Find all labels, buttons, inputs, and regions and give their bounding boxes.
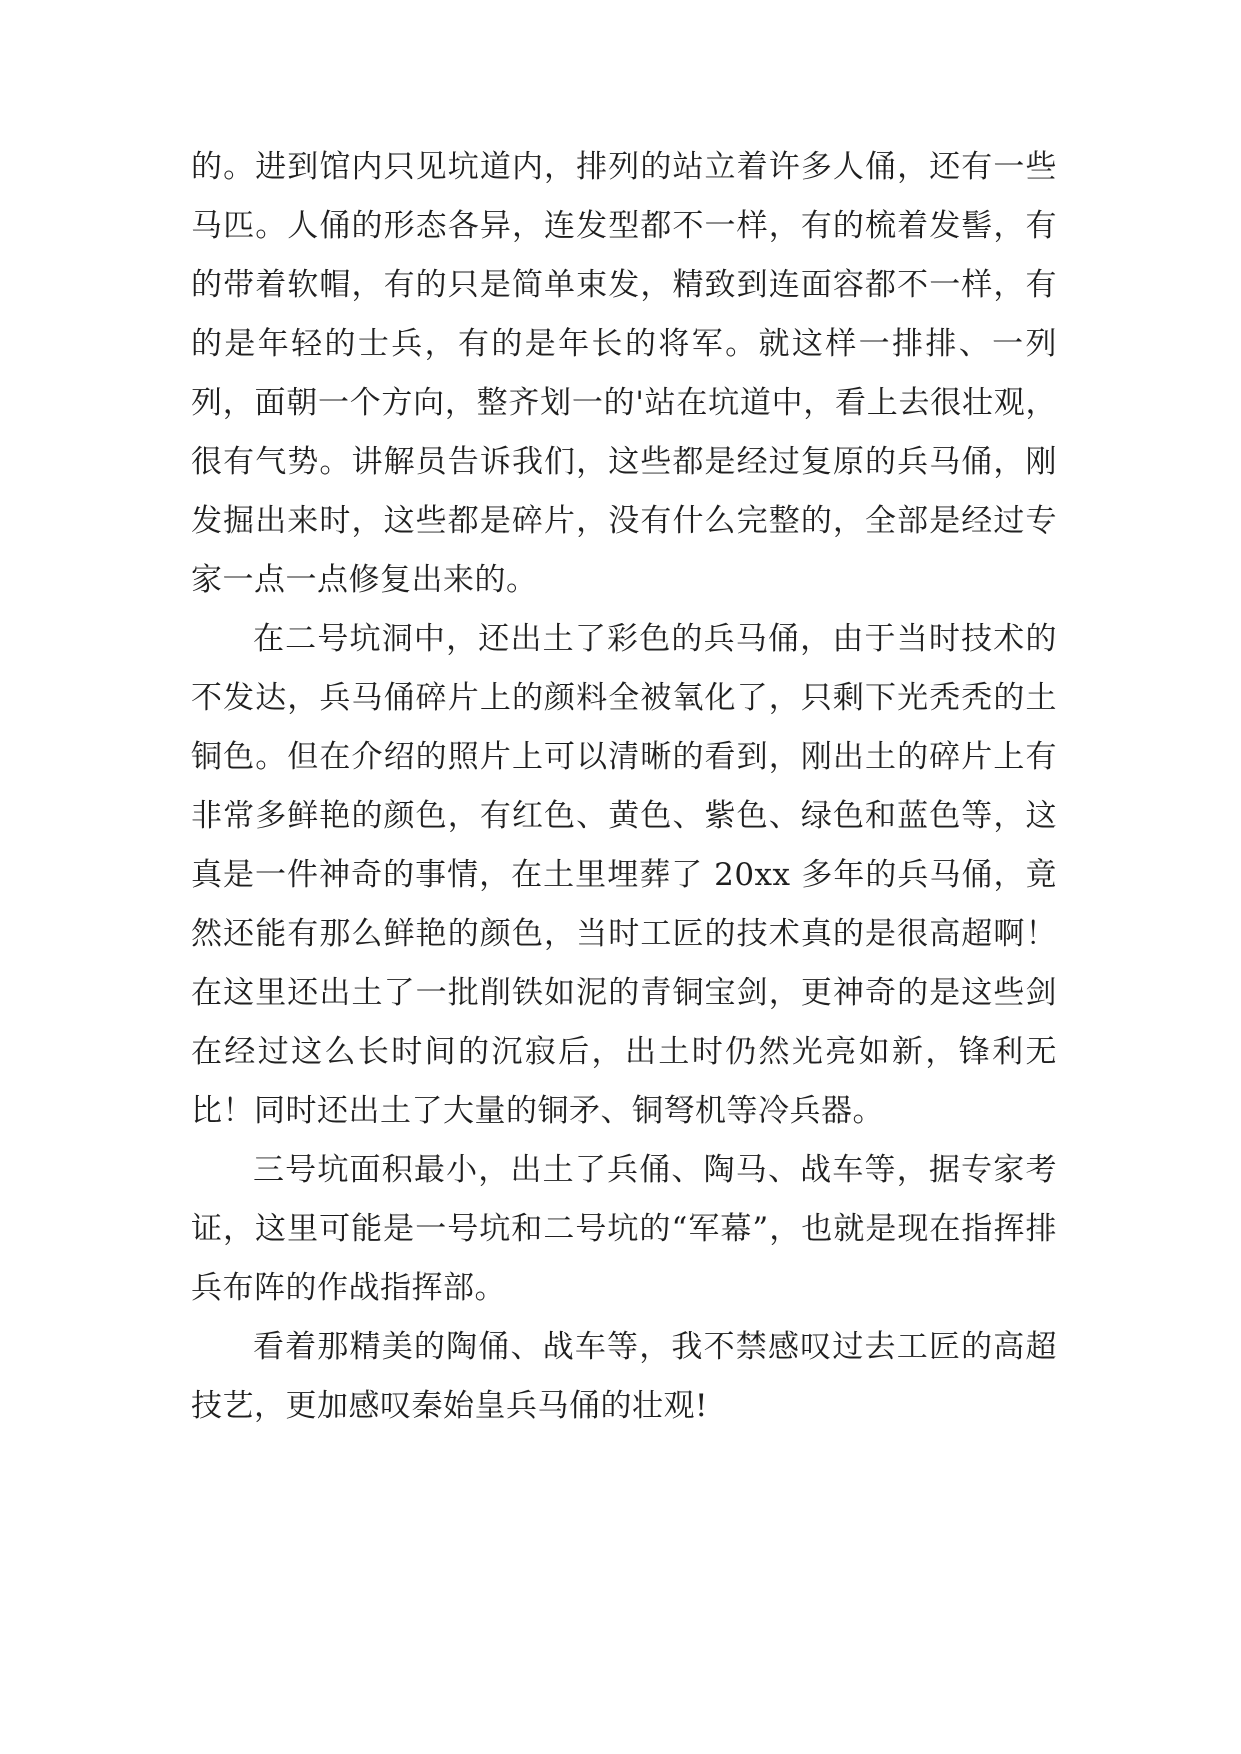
document-body (191, 138, 1057, 1436)
paragraph-pit-two: 在二号坑洞中，还出土了彩色的兵马俑，由于当时技术的不发达，兵马俑碎片上的颜料全被氧化了，只剩下光秃秃的土铜色。但在介绍的照片上可以清晰的看到，刚出土的碎片上有非常多鲜艳的颜色，有红色、黄色、紫色、绿色和蓝色等，这真是一件神奇的事情，在土里埋葬了 20xx 多年的兵马俑，竟然还能有那么鲜艳的颜色，当时工匠的技术真的是很高超啊！在这里还出土了一批削铁如泥的青铜宝剑，更神奇的是这些剑在经过这么长时间的沉寂后，出土时仍然光亮如新，锋利无比！同时还出土了大量的铜矛、铜弩机等冷兵器。 (191, 621, 1057, 1129)
paragraph-continuation: 的。进到馆内只见坑道内，排列的站立着许多人俑，还有一些马匹。人俑的形态各异，连发型都不一样，有的梳着发髻，有的带着软帽，有的只是简单束发，精致到连面容都不一样，有的是年轻的士兵，有的是年长的将军。就这样一排排、一列列，面朝一个方向，整齐划一的'站在坑道中，看上去很壮观，很有气势。讲解员告诉我们，这些都是经过复原的兵马俑，刚发掘出来时，这些都是碎片，没有什么完整的，全部是经过专家一点一点修复出来的。 (191, 149, 1057, 598)
paragraph-conclusion: 看着那精美的陶俑、战车等，我不禁感叹过去工匠的高超技艺，更加感叹秦始皇兵马俑的壮观! (191, 1329, 1057, 1424)
paragraph-pit-three: 三号坑面积最小，出土了兵俑、陶马、战车等，据专家考证，这里可能是一号坑和二号坑的“军幕”，也就是现在指挥排兵布阵的作战指挥部。 (191, 1152, 1057, 1306)
